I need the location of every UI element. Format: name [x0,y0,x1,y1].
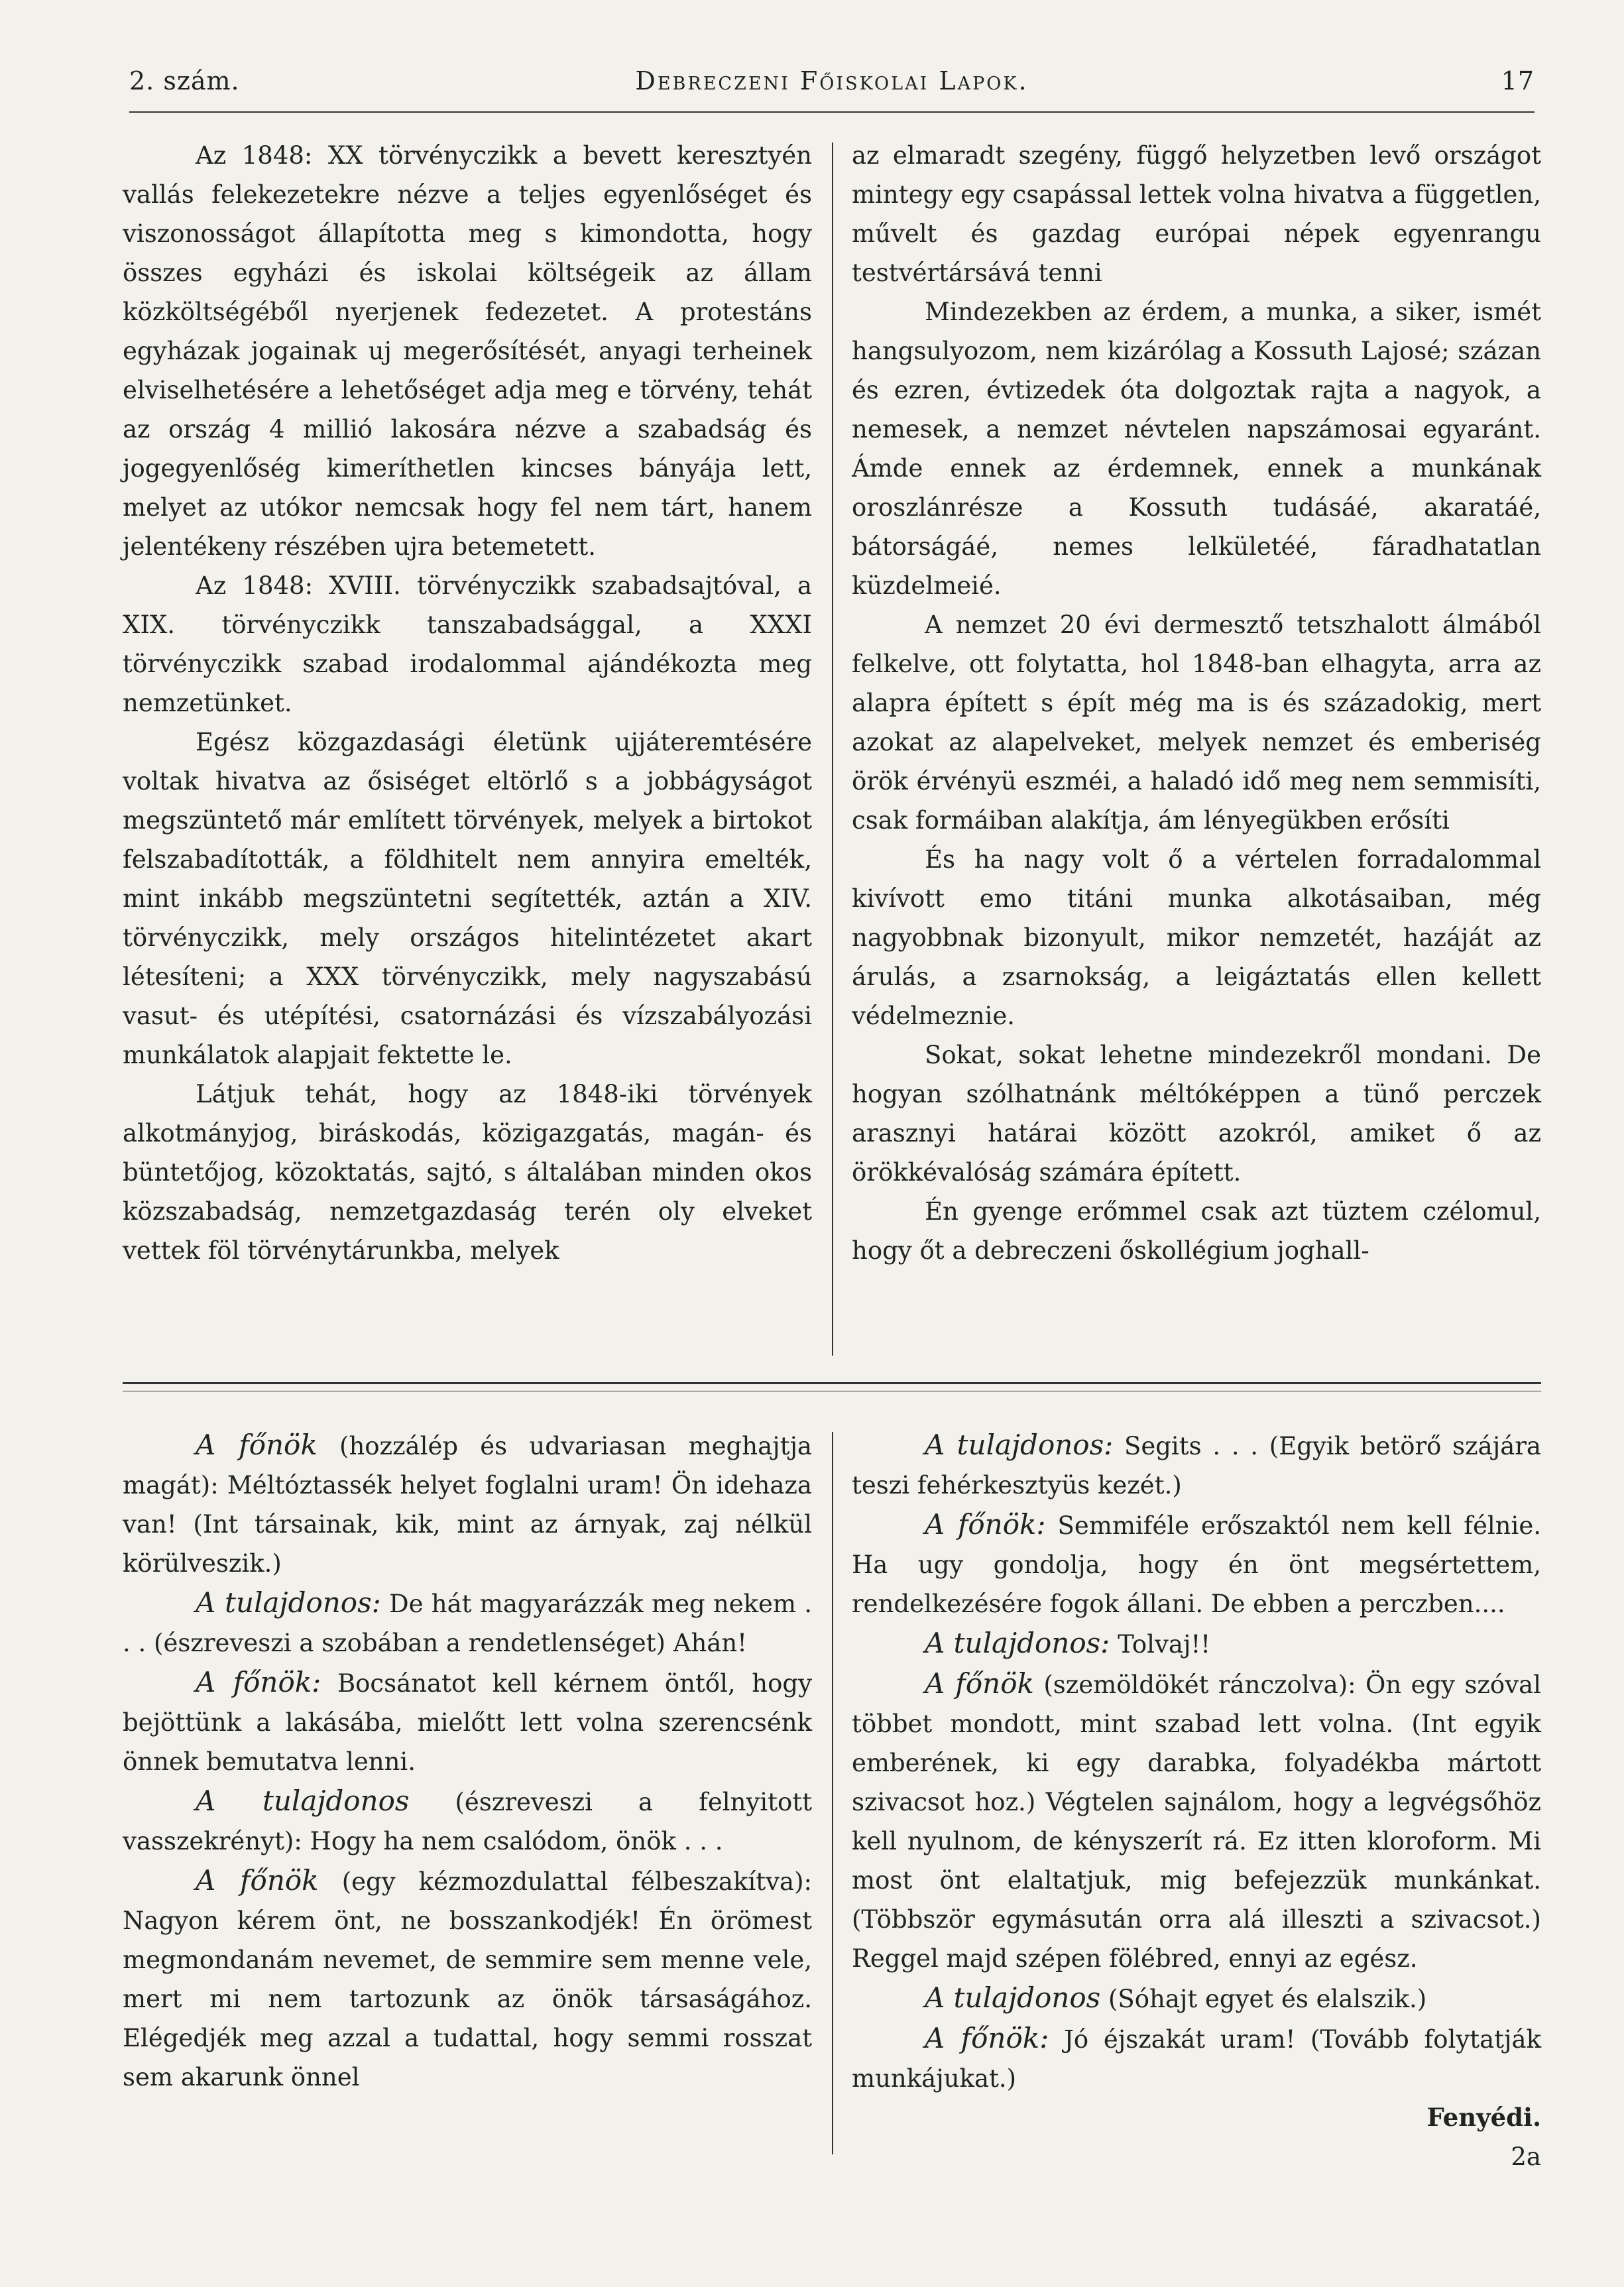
speaker-name: A főnök: [925,1508,1046,1541]
article-paragraph: Sokat, sokat lehetne mindezekről mondani. De hogyan szólhatnánk méltóképpen a tünő perczek arasznyi határai között azokról, amiket ő az örökkévalóság számára épített. [852,1041,1541,1187]
speaker-name: A főnök: [196,1666,321,1698]
speaker-name: A főnök [925,1667,1034,1700]
running-header [129,66,1535,113]
speaker-name: A főnök [196,1429,318,1461]
feuilleton-right-column [852,1425,1541,2176]
author-signature: Fenyédi. [1426,2103,1541,2132]
dialogue-line [123,1663,812,1781]
feuilleton-left-column [123,1425,812,2097]
dialogue-line [852,2019,1541,2098]
dialogue-line [852,1664,1541,1978]
page-number: 17 [1501,66,1535,95]
dialogue-text: Semmiféle erőszaktól nem kell félnie. Ha ugy gondolja, hogy én önt megsértettem, rendelkezésére fogok állani. De ebben a perczben.... [852,1511,1542,1618]
article-paragraph: Az 1848: XX törvényczikk a bevett keresztyén vallás felekezetekre nézve a teljes egyenlőséget és viszonosságot állapította meg s kimondotta, hogy összes egyházi és iskolai költségeik az állam közköltségéből nyerjenek fedezetet. A protestáns egyházak jogainak uj megerősítését, anyagi terheinek elviselhetésére a lehetőséget adja meg e törvény, tehát az ország 4 millió lakosára nézve a szabadság és jogegyenlőség kimeríthetlen kincses bányája lett, melyet az utókor nemcsak hogy fel nem tárt, hanem jelentékeny részében ujra betemetett. [123,141,812,561]
dialogue-text: (szemöldökét ránczolva): Ön egy szóval többet mondott, mint szabad lett volna. (Int egyik emberének, ki egy darabka, folyadékba mártott szivacsot hoz.) Végtelen sajnálom, hogy a legvégsőhöz kell nyulnom, de kényszerít rá. Ez itten kloroform. Mi most önt elaltatjuk, mig befejezzük munkánkat. (Többször egymásután orra alá illeszti a szivacsot.) Reggel majd szépen fölébred, ennyi az egész. [852,1671,1541,1973]
dialogue-text: Tolvaj!! [1118,1630,1211,1659]
section-rule [123,1382,1541,1384]
article-paragraph: az elmaradt szegény, függő helyzetben levő országot mintegy egy csapással lettek volna hivatva a független, művelt és gazdag európai népek egyenrangu testvértársává tenni [852,141,1541,287]
dialogue-text: Jó éjszakát uram! (Tovább folytatják munkájukat.) [852,2025,1541,2093]
article-paragraph: Mindezekben az érdem, a munka, a siker, ismét hangsulyozom, nem kizárólag a Kossuth Lajosé; százan és ezren, évtizedek óta dolgoztak rajta a nagyok, a nemesek, a nemzet névtelen napszámosai egyaránt. Ámde ennek az érdemnek, ennek a munkának oroszlánrésze a Kossuth tudásáé, akaratáé, bátorságáé, nemes lelkületéé, fáradhatatlan küzdelmeié. [852,298,1541,600]
speaker-name: A tulajdonos: [925,1429,1114,1461]
article-paragraph: Az 1848: XVIII. törvényczikk szabadsajtóval, a XIX. törvényczikk tanszabadsággal, a XXXI törvényczikk szabad irodalommal ajándékozta meg nemzetünket. [123,571,812,717]
journal-title: Debreczeni Főiskolai Lapok. [635,66,1029,95]
dialogue-line [123,1861,812,2097]
speaker-name: A tulajdonos: [196,1586,381,1619]
dialogue-line [852,1623,1541,1664]
speaker-name: A tulajdonos: [925,1627,1110,1659]
dialogue-text: Segits . . . (Egyik betörő szájára teszi fehérkesztyüs kezét.) [852,1432,1541,1499]
dialogue-text: (észreveszi a felnyitott vasszekrényt): Hogy ha nem csalódom, önök . . . [123,1788,813,1855]
header-rule [129,111,1535,113]
dialogue-line [852,1425,1541,1505]
article-paragraph: A nemzet 20 évi dermesztő tetszhalott álmából felkelve, ott folytatta, hol 1848-ban elhagyta, arra az alapra épített s épít még ma is és századokig, mert azokat az alapelveket, melyek nemzet és emberiség örök érvényü eszméi, a haladó idő meg nem semmisíti, csak formáiban alakítja, ám lényegükben erősíti [852,611,1541,835]
dialogue-line [123,1583,812,1663]
article-paragraph: Egész közgazdasági életünk ujjáteremtésére voltak hivatva az ősiséget eltörlő s a jobbágyságot megszüntető már említett törvények, melyek a birtokot felszabadították, a földhitelt nem annyira emelték, mint inkább megszüntetni segítették, aztán a XIV. törvényczikk, mely országos hitelintézetet akart létesíteni; a XXX törvényczikk, mely nagyszabású vasut- és utépítési, csatornázási és vízszabályozási munkálatok alapjait fektette le. [123,728,812,1069]
sheet-mark: 2a [1511,2142,1541,2171]
dialogue-line [852,1978,1541,2019]
article-left-column [123,136,812,1270]
column-divider [832,143,833,1356]
speaker-name: A tulajdonos [925,1981,1101,2014]
article-paragraph: Én gyenge erőmmel csak azt tüztem czélomul, hogy őt a debreczeni őskollégium joghall- [852,1197,1541,1265]
dialogue-text: De hát magyarázzák meg nekem . . . (észreveszi a szobában a rendetlenséget) Ahán! [123,1590,812,1657]
column-divider [832,1432,833,2154]
issue-number: 2. szám. [129,66,240,95]
speaker-name: A főnök [196,1864,319,1897]
dialogue-line [123,1425,812,1583]
dialogue-line [123,1781,812,1861]
speaker-name: A tulajdonos [196,1785,410,1817]
article-right-column [852,136,1541,1270]
dialogue-text: (Sóhajt egyet és elalszik.) [1108,1985,1427,2013]
dialogue-line [852,1505,1541,1623]
speaker-name: A főnök: [925,2022,1049,2054]
article-paragraph: És ha nagy volt ő a vértelen forradalommal kivívott emo titáni munka alkotásaiban, még nagyobbnak bizonyult, mikor nemzetét, hazáját az árulás, a zsarnokság, a leigáztatás ellen kellett védelmeznie. [852,845,1541,1030]
dialogue-text: (hozzálép és udvariasan meghajtja magát): Méltóztassék helyet foglalni uram! Ön idehaza van! (Int társainak, kik, mint az árnyak, zaj nélkül körülveszik.) [123,1432,812,1578]
dialogue-text: (egy kézmozdulattal félbeszakítva): Nagyon kérem önt, ne bosszankodjék! Én örömest megmondanám nevemet, de semmire sem menne vele, mert mi nem tartozunk az önök társaságához. Elégedjék meg azzal a tudattal, hogy semmi rosszat sem akarunk önnel [123,1867,812,2091]
article-paragraph: Látjuk tehát, hogy az 1848-iki törvények alkotmányjog, biráskodás, közigazgatás, magán- és büntetőjog, közoktatás, sajtó, s általában minden okos közszabadság, nemzetgazdaság terén oly elveket vettek föl törvénytárunkba, melyek [123,1080,812,1265]
dialogue-text: Bocsánatot kell kérnem öntől, hogy bejöttünk a lakásába, mielőtt lett volna szerencsénk önnek bemutatva lenni. [123,1669,812,1776]
